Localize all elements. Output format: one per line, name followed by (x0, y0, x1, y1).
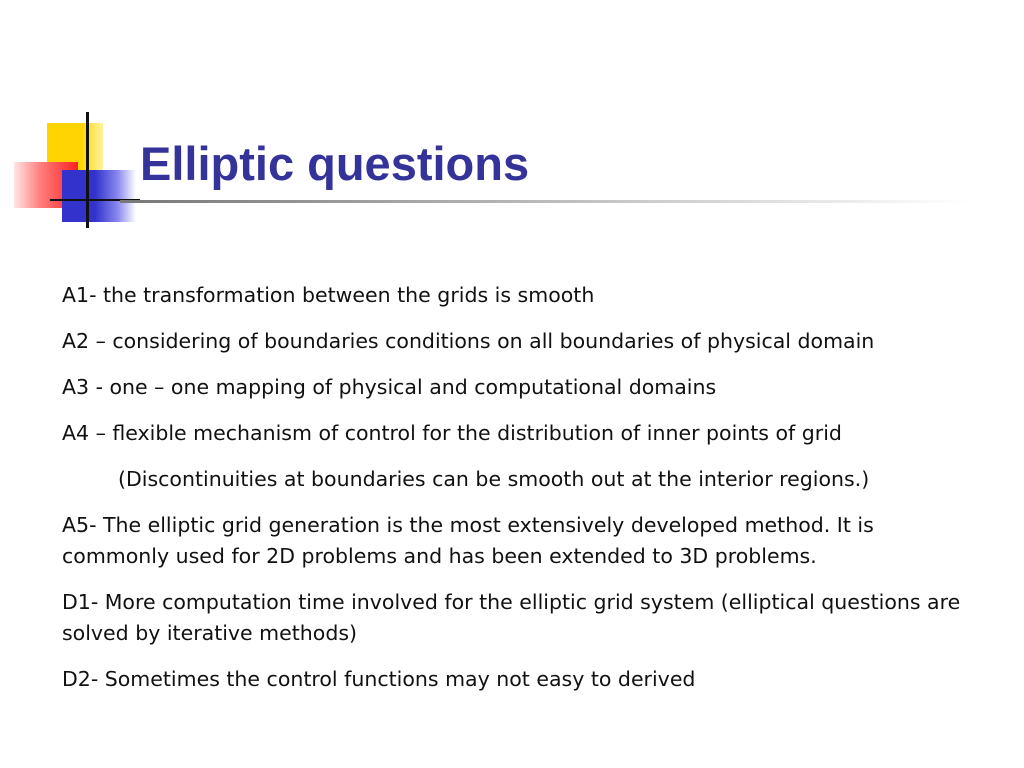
slide-body (62, 280, 972, 710)
paragraph-d2: D2- Sometimes the control functions may not easy to derived (62, 667, 696, 691)
paragraph-a2: A2 – considering of boundaries conditions on all boundaries of physical domain (62, 329, 875, 353)
slide-title: Elliptic questions (140, 137, 530, 190)
paragraph-a4: A4 – flexible mechanism of control for the distribution of inner points of grid (62, 421, 842, 445)
logo-vertical-line (86, 112, 89, 228)
title-underline-rule (120, 200, 970, 203)
paragraph-a5: A5- The elliptic grid generation is the most extensively developed method. It is commonly used for 2D problems and has been extended to 3D problems. (62, 513, 874, 568)
decorative-squares-logo (0, 0, 160, 240)
logo-blue-square (62, 170, 136, 222)
paragraph-d1: D1- More computation time involved for the elliptic grid system (elliptical questions are solved by iterative methods) (62, 590, 961, 645)
paragraph-a4-note: (Discontinuities at boundaries can be smooth out at the interior regions.) (118, 467, 870, 491)
paragraph-a3: A3 - one – one mapping of physical and computational domains (62, 375, 717, 399)
paragraph-a1: A1- the transformation between the grids is smooth (62, 283, 595, 307)
